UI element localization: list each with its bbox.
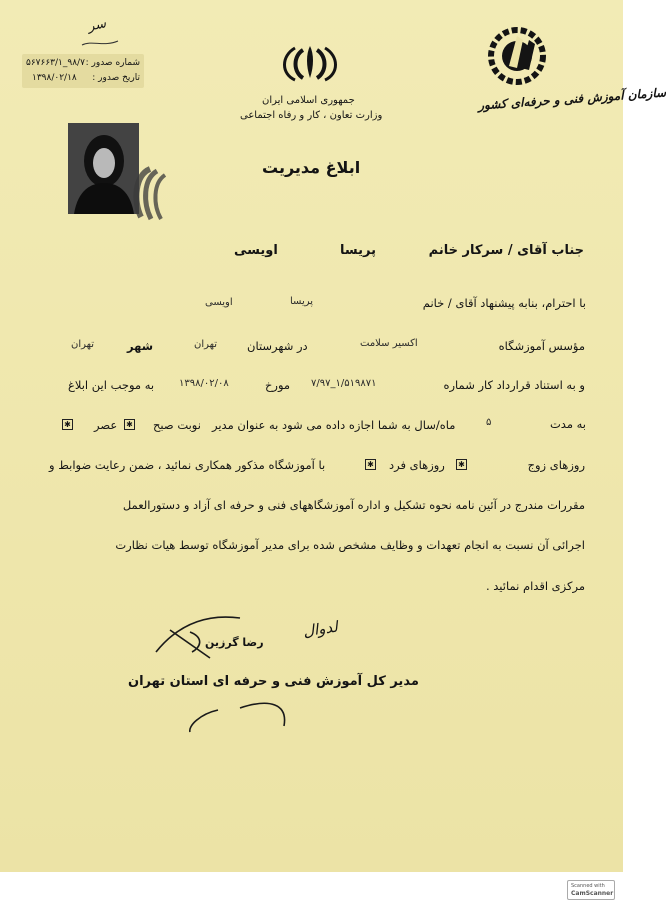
county-value: تهران xyxy=(194,339,218,350)
camscanner-badge xyxy=(567,880,615,900)
body-line-6: مقررات مندرج در آئین نامه نحوه تشکیل و اداره آموزشگاههای فنی و حرفه ای آزاد و دستورالعمل xyxy=(122,498,585,512)
scanner-line-2: CamScanner xyxy=(571,890,614,897)
morning-checkbox[interactable]: ✱ xyxy=(124,419,135,430)
handwritten-annotation: سر xyxy=(86,16,108,35)
duration-value: ۵ xyxy=(486,417,492,428)
contract-tail: به موجب این ابلاغ xyxy=(68,378,155,392)
even-days-label: روزهای زوج xyxy=(527,458,585,472)
odd-days-checkbox[interactable]: ✱ xyxy=(365,459,376,470)
annotation-underline xyxy=(80,38,120,48)
bottom-scribble xyxy=(180,696,300,736)
ref-number-label: شماره صدور : xyxy=(85,58,140,68)
county-label: در شهرستان xyxy=(247,339,308,353)
ref-date-value: ۱۳۹۸/۰۲/۱۸ xyxy=(32,73,77,83)
body-line-8: مرکزی اقدام نمائید . xyxy=(485,579,585,593)
body-line-7: اجرائی آن نسبت به انجام تعهدات و وظایف مشخص شده برای مدیر آموزشگاه توسط هیات نظارت xyxy=(115,538,585,552)
proposer-last-name: اویسی xyxy=(205,297,233,308)
city-label: شهر xyxy=(127,339,154,353)
morning-shift-label: نوبت صبح xyxy=(153,418,201,432)
proposer-first-name: پریسا xyxy=(290,296,314,307)
ref-number-value: ۹۸/۷_۵۶۷۶۶۳/۱ xyxy=(26,58,85,68)
addressee-first-name: پریسا xyxy=(340,243,376,258)
letter-title: ابلاغ مدیریت xyxy=(262,158,361,177)
institute-label: مؤسس آموزشگاه xyxy=(498,339,585,353)
body-line-5: با آموزشگاه مذکور همکاری نمائید ، ضمن رعایت ضوابط و xyxy=(49,458,326,472)
gov-line-2: وزارت تعاون ، کار و رفاه اجتماعی xyxy=(240,110,383,121)
salutation: جناب آقای / سرکار خانم xyxy=(428,243,584,258)
handwritten-note: لدوال xyxy=(301,617,339,641)
contract-label: و به استناد قرارداد کار شماره xyxy=(443,378,585,392)
institute-name: اکسیر سلامت xyxy=(360,338,418,349)
body-line-1: با احترام، بنابه پیشنهاد آقای / خانم xyxy=(422,296,586,310)
appointment-text: ماه/سال به شما اجازه داده می شود به عنوان مدیر xyxy=(212,418,456,432)
gov-line-1: جمهوری اسلامی ایران xyxy=(262,95,355,106)
reference-box xyxy=(22,54,144,88)
contract-date-label: مورخ xyxy=(265,378,291,392)
national-emblem-icon xyxy=(279,42,341,82)
even-days-checkbox[interactable]: ✱ xyxy=(456,459,467,470)
signatory-name: رضا گرزین xyxy=(205,636,264,649)
scanner-footer xyxy=(0,872,623,902)
city-value: تهران xyxy=(71,339,95,350)
afternoon-label: عصر xyxy=(94,418,118,432)
organization-logo-icon xyxy=(487,26,547,86)
ref-date-label: تاریخ صدور : xyxy=(92,73,140,83)
signatory-title: مدیر کل آموزش فنی و حرفه ای استان تهران xyxy=(128,674,419,689)
odd-days-label: روزهای فرد xyxy=(389,458,445,472)
scanner-line-1: Scanned with xyxy=(571,883,605,889)
contract-number: ۱/۵۱۹۸۷۱_۷/۹۷ xyxy=(311,378,377,389)
addressee-last-name: اویسی xyxy=(234,243,278,258)
duration-label: به مدت xyxy=(549,417,586,431)
stamp-icon xyxy=(127,165,173,223)
contract-date: ۱۳۹۸/۰۲/۰۸ xyxy=(179,378,229,389)
afternoon-checkbox[interactable]: ✱ xyxy=(62,419,73,430)
organization-name: سازمان آموزش فنی و حرفه‌ای کشور xyxy=(477,85,666,113)
